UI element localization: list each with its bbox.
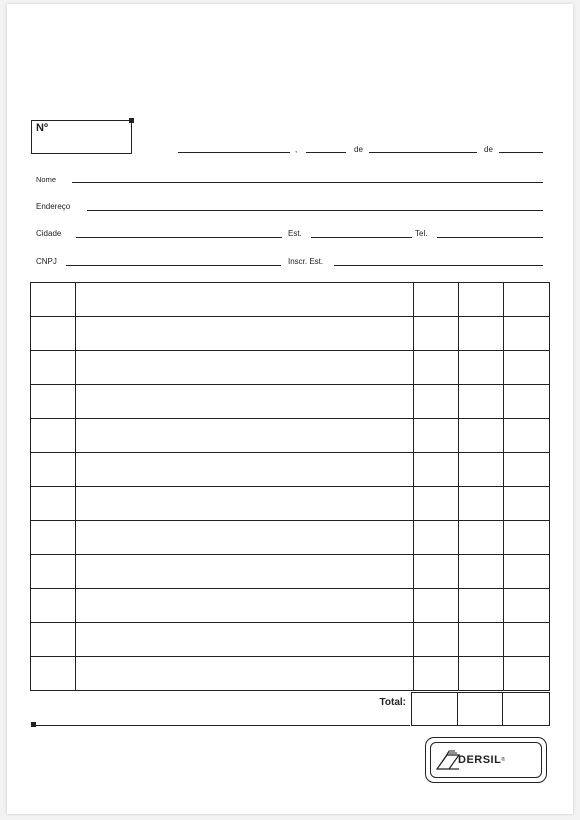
brand-logo-frame (430, 742, 542, 778)
table-cell[interactable] (504, 419, 550, 453)
table-cell[interactable] (504, 317, 550, 351)
corner-marker (129, 118, 134, 123)
cidade-label: Cidade (36, 229, 62, 238)
table-cell[interactable] (459, 555, 504, 589)
table-cell[interactable] (76, 521, 414, 555)
table-cell[interactable] (504, 521, 550, 555)
table-row (31, 521, 550, 555)
table-row (31, 351, 550, 385)
table-cell[interactable] (459, 589, 504, 623)
table-cell[interactable] (31, 623, 76, 657)
date-de-1: de (354, 145, 363, 154)
date-year-line[interactable] (499, 152, 543, 153)
table-cell[interactable] (76, 487, 414, 521)
total-cell[interactable] (503, 693, 550, 726)
document-number-label: Nº (36, 122, 48, 134)
table-cell[interactable] (31, 487, 76, 521)
table-cell[interactable] (31, 521, 76, 555)
table-cell[interactable] (76, 555, 414, 589)
cidade-field[interactable] (76, 237, 282, 238)
table-row (31, 657, 550, 691)
table-cell[interactable] (459, 351, 504, 385)
table-cell[interactable] (504, 283, 550, 317)
table-cell[interactable] (31, 589, 76, 623)
table-cell[interactable] (504, 555, 550, 589)
table-cell[interactable] (414, 521, 459, 555)
items-table (30, 282, 550, 691)
table-row (31, 453, 550, 487)
table-cell[interactable] (459, 521, 504, 555)
table-cell[interactable] (504, 351, 550, 385)
date-de-2: de (484, 145, 493, 154)
table-cell[interactable] (76, 657, 414, 691)
brand-logo-text: DERSIL (458, 754, 502, 766)
corner-marker (31, 722, 36, 727)
table-cell[interactable] (76, 283, 414, 317)
table-cell[interactable] (414, 385, 459, 419)
table-cell[interactable] (76, 453, 414, 487)
table-row (31, 283, 550, 317)
table-cell[interactable] (459, 623, 504, 657)
table-cell[interactable] (414, 351, 459, 385)
cnpj-field[interactable] (66, 265, 281, 266)
table-cell[interactable] (504, 385, 550, 419)
table-cell[interactable] (31, 657, 76, 691)
table-cell[interactable] (31, 283, 76, 317)
total-label: Total: (379, 697, 406, 708)
table-cell[interactable] (414, 555, 459, 589)
cnpj-label: CNPJ (36, 257, 57, 266)
table-cell[interactable] (76, 385, 414, 419)
table-cell[interactable] (76, 351, 414, 385)
date-place-line[interactable] (178, 152, 290, 153)
table-row (31, 487, 550, 521)
registered-mark: ® (501, 757, 506, 763)
table-row (31, 385, 550, 419)
table-cell[interactable] (504, 487, 550, 521)
table-cell[interactable] (31, 317, 76, 351)
table-cell[interactable] (414, 657, 459, 691)
table-row (31, 623, 550, 657)
nome-label: Nome (36, 175, 57, 184)
total-cell[interactable] (458, 693, 503, 726)
tel-field[interactable] (437, 237, 543, 238)
inscr-est-field[interactable] (334, 265, 543, 266)
table-cell[interactable] (31, 385, 76, 419)
table-cell[interactable] (414, 419, 459, 453)
table-row (31, 419, 550, 453)
table-cell[interactable] (504, 453, 550, 487)
table-cell[interactable] (76, 419, 414, 453)
inscr-est-label: Inscr. Est. (288, 257, 324, 266)
table-cell[interactable] (76, 589, 414, 623)
table-row (31, 317, 550, 351)
table-cell[interactable] (459, 317, 504, 351)
est-label: Est. (288, 229, 302, 238)
table-cell[interactable] (31, 419, 76, 453)
table-row (31, 589, 550, 623)
table-cell[interactable] (414, 317, 459, 351)
table-cell[interactable] (459, 657, 504, 691)
date-month-line[interactable] (369, 152, 477, 153)
table-cell[interactable] (31, 453, 76, 487)
table-cell[interactable] (504, 589, 550, 623)
table-cell[interactable] (504, 657, 550, 691)
endereco-label: Endereço (36, 202, 71, 211)
table-cell[interactable] (414, 589, 459, 623)
signature-line[interactable] (32, 725, 410, 726)
table-row (31, 555, 550, 589)
table-cell[interactable] (76, 623, 414, 657)
tel-label: Tel. (415, 229, 428, 238)
nome-field[interactable] (72, 182, 543, 183)
endereco-field[interactable] (87, 210, 543, 211)
table-cell[interactable] (414, 487, 459, 521)
date-comma: , (295, 145, 298, 154)
table-cell[interactable] (31, 555, 76, 589)
table-cell[interactable] (31, 351, 76, 385)
table-cell[interactable] (414, 623, 459, 657)
table-cell[interactable] (459, 487, 504, 521)
table-cell[interactable] (414, 453, 459, 487)
table-cell[interactable] (76, 317, 414, 351)
table-cell[interactable] (414, 283, 459, 317)
table-cell[interactable] (459, 453, 504, 487)
table-cell[interactable] (459, 283, 504, 317)
date-day-line[interactable] (306, 152, 346, 153)
est-field[interactable] (311, 237, 412, 238)
brand-logo (425, 737, 547, 783)
table-cell[interactable] (504, 623, 550, 657)
table-cell[interactable] (459, 385, 504, 419)
total-cell[interactable] (412, 693, 458, 726)
table-cell[interactable] (459, 419, 504, 453)
total-row (411, 692, 550, 726)
document-number-box[interactable] (31, 120, 132, 154)
